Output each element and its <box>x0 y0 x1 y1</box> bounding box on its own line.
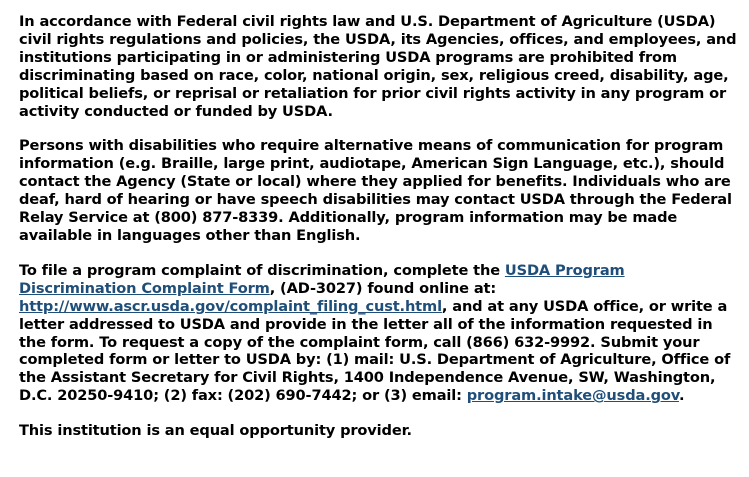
complaint-filing-url-link[interactable]: http://www.ascr.usda.gov/complaint_filing_cust.html <box>19 297 442 315</box>
disabilities-paragraph: Persons with disabilities who require alternative means of communication for program information (e.g. Braille, large print, audiotape, American Sign Language, etc.), should contact the Agency (State or local) where they applied for benefits. Individuals who are deaf, hard of hearing or have speech disabilities may contact USDA through the Federal Relay Service at (800) 877-8339. Additionally, program information may be made available in languages other than English. <box>19 137 732 244</box>
complaint-text-found-online: , (AD-3027) found online at: <box>269 279 497 297</box>
complaint-text-end: . <box>678 387 685 405</box>
complaint-paragraph <box>19 262 739 405</box>
complaint-text-instructions: , and at any USDA office, or write a letter addressed to USDA and provide in the letter all of the information requested in the form. To request a copy of the complaint form, call (866) 632-9992. Submit your completed form or letter to USDA by: (1) mail: U.S. Department of Agriculture, Office of the Assistant Secretary for Civil Rights, 1400 Independence Avenue, SW, Washington, D.C. 20250-9410; (2) fax: (202) 690-7442; or (3) email: <box>19 297 731 405</box>
program-intake-email-link[interactable]: program.intake@usda.gov <box>466 387 679 405</box>
civil-rights-paragraph: In accordance with Federal civil rights law and U.S. Department of Agriculture (USDA) civil rights regulations and policies, the USDA, its Agencies, offices, and employees, and institutions participating in or administering USDA programs are prohibited from discriminating based on race, color, national origin, sex, religious creed, disability, age, political beliefs, or reprisal or retaliation for prior civil rights activity in any program or activity conducted or funded by USDA. <box>19 13 737 120</box>
complaint-text-intro: To file a program complaint of discrimination, complete the <box>19 261 505 279</box>
equal-opportunity-paragraph: This institution is an equal opportunity provider. <box>19 422 412 440</box>
complaint-form-link[interactable]: USDA Program Discrimination Complaint Form <box>19 261 625 297</box>
